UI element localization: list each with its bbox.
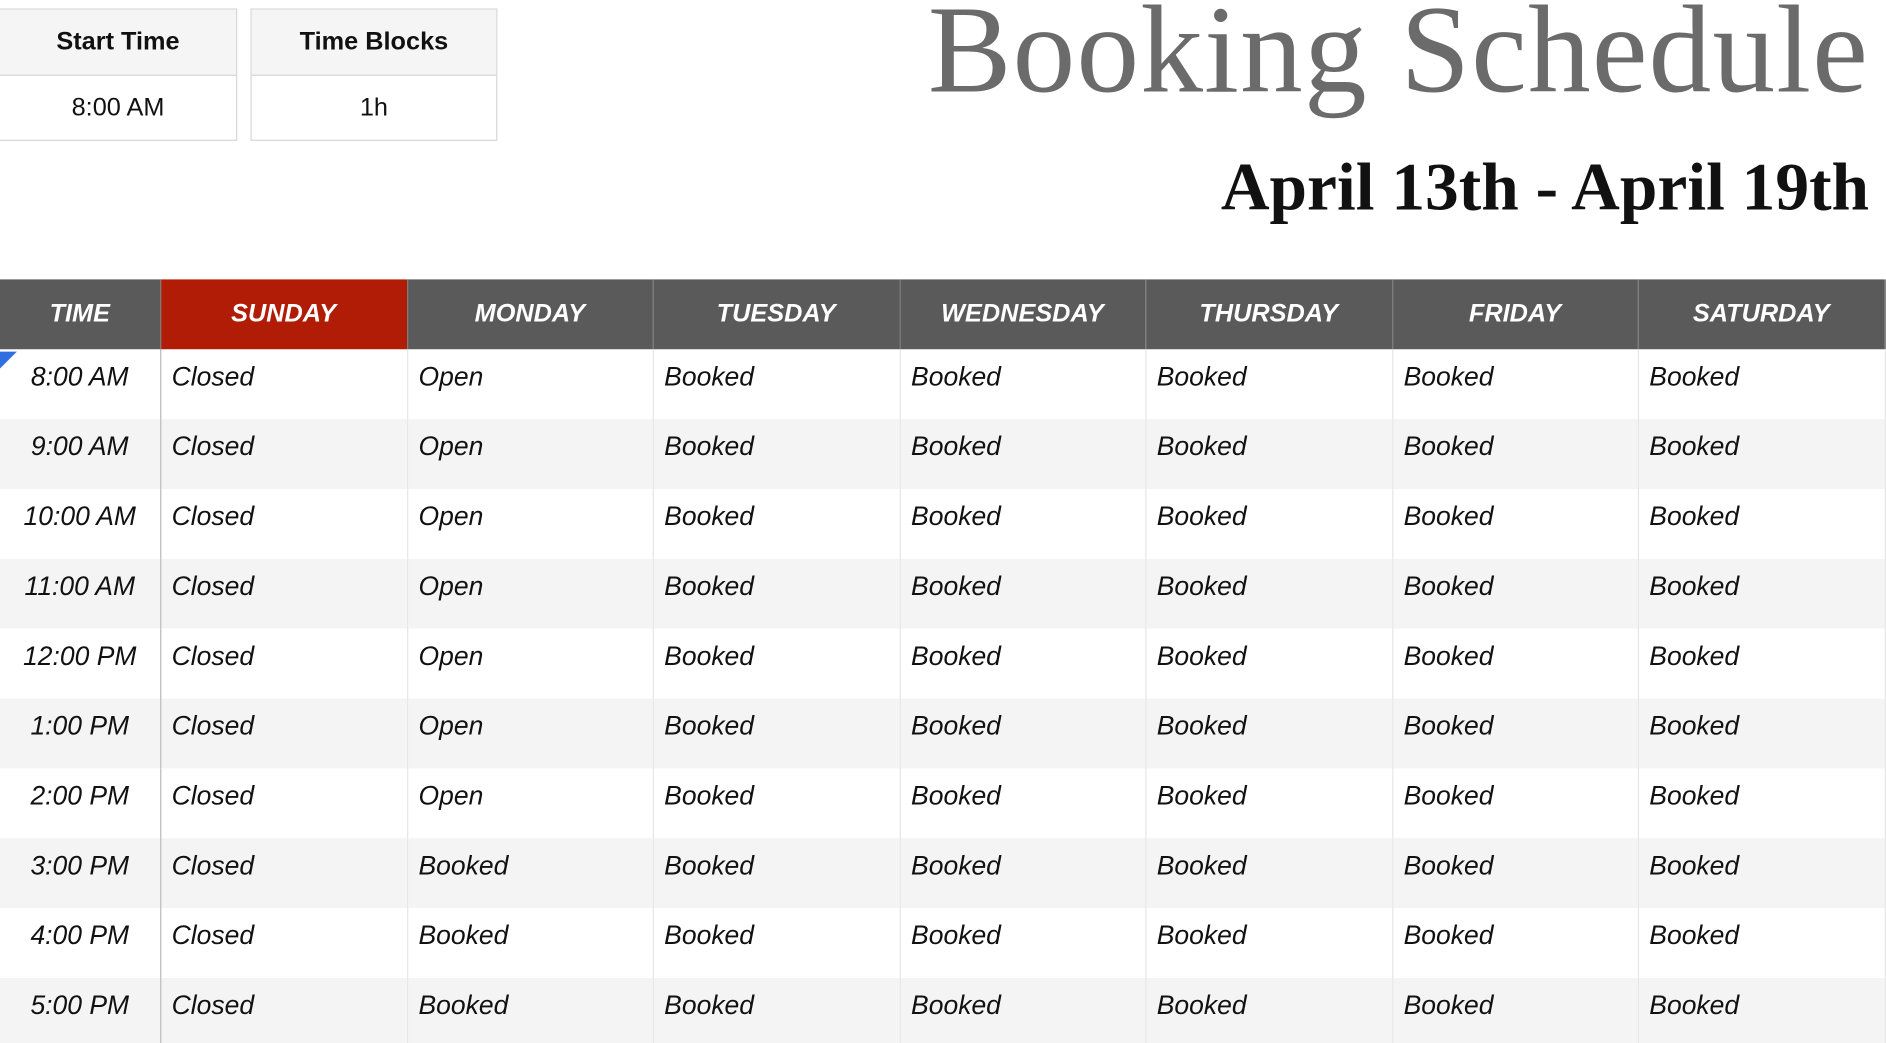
table-row <box>0 908 1885 978</box>
column-header-wednesday[interactable]: WEDNESDAY <box>900 279 1146 349</box>
time-cell[interactable]: 3:00 PM <box>0 838 160 908</box>
booking-cell[interactable]: Booked <box>900 419 1146 489</box>
time-cell[interactable]: 11:00 AM <box>0 559 160 629</box>
time-cell[interactable]: 9:00 AM <box>0 419 160 489</box>
table-row <box>0 838 1885 908</box>
booking-cell[interactable]: Booked <box>407 908 653 978</box>
booking-cell[interactable]: Booked <box>1638 698 1885 768</box>
time-cell[interactable]: 10:00 AM <box>0 489 160 559</box>
time-cell[interactable]: 4:00 PM <box>0 908 160 978</box>
time-cell[interactable]: 5:00 PM <box>0 978 160 1043</box>
time-blocks-label: Time Blocks <box>252 10 496 76</box>
booking-cell[interactable]: Booked <box>1392 489 1638 559</box>
booking-cell[interactable]: Booked <box>1638 559 1885 629</box>
booking-cell[interactable]: Booked <box>653 978 900 1043</box>
booking-cell[interactable]: Booked <box>1638 908 1885 978</box>
table-row <box>0 349 1885 419</box>
table-row <box>0 978 1885 1043</box>
booking-cell[interactable]: Closed <box>160 978 407 1043</box>
column-header-sunday[interactable]: SUNDAY <box>160 279 407 349</box>
booking-cell[interactable]: Booked <box>1145 489 1392 559</box>
booking-cell[interactable]: Booked <box>653 559 900 629</box>
booking-cell[interactable]: Open <box>407 698 653 768</box>
booking-cell[interactable]: Booked <box>1392 768 1638 838</box>
booking-cell[interactable]: Booked <box>1392 978 1638 1043</box>
booking-cell[interactable]: Booked <box>653 908 900 978</box>
booking-cell[interactable]: Booked <box>653 489 900 559</box>
table-row <box>0 698 1885 768</box>
booking-cell[interactable]: Closed <box>160 768 407 838</box>
booking-cell[interactable]: Closed <box>160 629 407 699</box>
booking-cell[interactable]: Booked <box>1392 419 1638 489</box>
booking-cell[interactable]: Booked <box>1638 978 1885 1043</box>
booking-cell[interactable]: Booked <box>1145 629 1392 699</box>
booking-cell[interactable]: Booked <box>900 489 1146 559</box>
column-header-thursday[interactable]: THURSDAY <box>1145 279 1392 349</box>
booking-cell[interactable]: Booked <box>1392 629 1638 699</box>
time-cell[interactable]: 8:00 AM <box>0 349 160 419</box>
booking-cell[interactable]: Open <box>407 419 653 489</box>
time-blocks-cell[interactable] <box>250 8 497 140</box>
column-header-time[interactable]: TIME <box>0 279 160 349</box>
booking-cell[interactable]: Booked <box>407 838 653 908</box>
schedule-body <box>0 349 1885 1043</box>
table-row <box>0 559 1885 629</box>
start-time-cell[interactable] <box>0 8 237 140</box>
booking-cell[interactable]: Booked <box>653 698 900 768</box>
booking-cell[interactable]: Booked <box>653 629 900 699</box>
table-row <box>0 489 1885 559</box>
schedule-table <box>0 279 1885 1043</box>
booking-cell[interactable]: Booked <box>900 629 1146 699</box>
time-cell[interactable]: 1:00 PM <box>0 698 160 768</box>
booking-cell[interactable]: Closed <box>160 698 407 768</box>
column-header-saturday[interactable]: SATURDAY <box>1638 279 1885 349</box>
booking-cell[interactable]: Open <box>407 559 653 629</box>
booking-cell[interactable]: Closed <box>160 349 407 419</box>
booking-cell[interactable]: Booked <box>900 908 1146 978</box>
booking-cell[interactable]: Open <box>407 349 653 419</box>
booking-cell[interactable]: Booked <box>900 698 1146 768</box>
booking-cell[interactable]: Booked <box>1638 489 1885 559</box>
booking-cell[interactable]: Booked <box>1392 559 1638 629</box>
booking-cell[interactable]: Booked <box>900 838 1146 908</box>
table-row <box>0 768 1885 838</box>
selected-cell-marker <box>0 352 17 369</box>
booking-cell[interactable]: Closed <box>160 489 407 559</box>
time-cell[interactable]: 12:00 PM <box>0 629 160 699</box>
booking-cell[interactable]: Booked <box>900 768 1146 838</box>
booking-cell[interactable]: Booked <box>653 838 900 908</box>
table-row <box>0 419 1885 489</box>
booking-cell[interactable]: Booked <box>653 768 900 838</box>
column-header-tuesday[interactable]: TUESDAY <box>653 279 900 349</box>
booking-cell[interactable]: Booked <box>900 559 1146 629</box>
booking-cell[interactable]: Booked <box>1145 908 1392 978</box>
booking-cell[interactable]: Closed <box>160 908 407 978</box>
booking-cell[interactable]: Closed <box>160 559 407 629</box>
start-time-label: Start Time <box>0 10 236 76</box>
booking-cell[interactable]: Booked <box>1392 349 1638 419</box>
booking-cell[interactable]: Closed <box>160 838 407 908</box>
booking-cell[interactable]: Open <box>407 629 653 699</box>
start-time-value[interactable]: 8:00 AM <box>71 93 165 122</box>
booking-cell[interactable]: Booked <box>1638 629 1885 699</box>
booking-cell[interactable]: Booked <box>1638 838 1885 908</box>
booking-cell[interactable]: Booked <box>1392 698 1638 768</box>
booking-cell[interactable]: Booked <box>1145 768 1392 838</box>
table-row <box>0 629 1885 699</box>
booking-cell[interactable]: Booked <box>1392 838 1638 908</box>
time-cell[interactable]: 2:00 PM <box>0 768 160 838</box>
page-title: Booking Schedule <box>927 0 1870 120</box>
booking-cell[interactable]: Open <box>407 489 653 559</box>
booking-cell[interactable]: Booked <box>653 349 900 419</box>
column-header-friday[interactable]: FRIDAY <box>1392 279 1638 349</box>
booking-cell[interactable]: Booked <box>1638 349 1885 419</box>
column-header-monday[interactable]: MONDAY <box>407 279 653 349</box>
booking-cell[interactable]: Booked <box>1392 908 1638 978</box>
booking-cell[interactable]: Booked <box>1145 349 1392 419</box>
booking-cell[interactable]: Open <box>407 768 653 838</box>
booking-cell[interactable]: Booked <box>1145 419 1392 489</box>
booking-cell[interactable]: Booked <box>900 349 1146 419</box>
booking-cell[interactable]: Booked <box>653 419 900 489</box>
booking-cell[interactable]: Booked <box>1145 978 1392 1043</box>
booking-cell[interactable]: Booked <box>407 978 653 1043</box>
time-blocks-value[interactable]: 1h <box>359 93 388 122</box>
booking-cell[interactable]: Booked <box>1145 838 1392 908</box>
booking-cell[interactable]: Booked <box>900 978 1146 1043</box>
booking-cell[interactable]: Closed <box>160 419 407 489</box>
date-range-subtitle: April 13th - April 19th <box>1220 150 1870 226</box>
header-row <box>0 279 1885 349</box>
booking-cell[interactable]: Booked <box>1638 768 1885 838</box>
booking-cell[interactable]: Booked <box>1638 419 1885 489</box>
booking-cell[interactable]: Booked <box>1145 559 1392 629</box>
booking-cell[interactable]: Booked <box>1145 698 1392 768</box>
